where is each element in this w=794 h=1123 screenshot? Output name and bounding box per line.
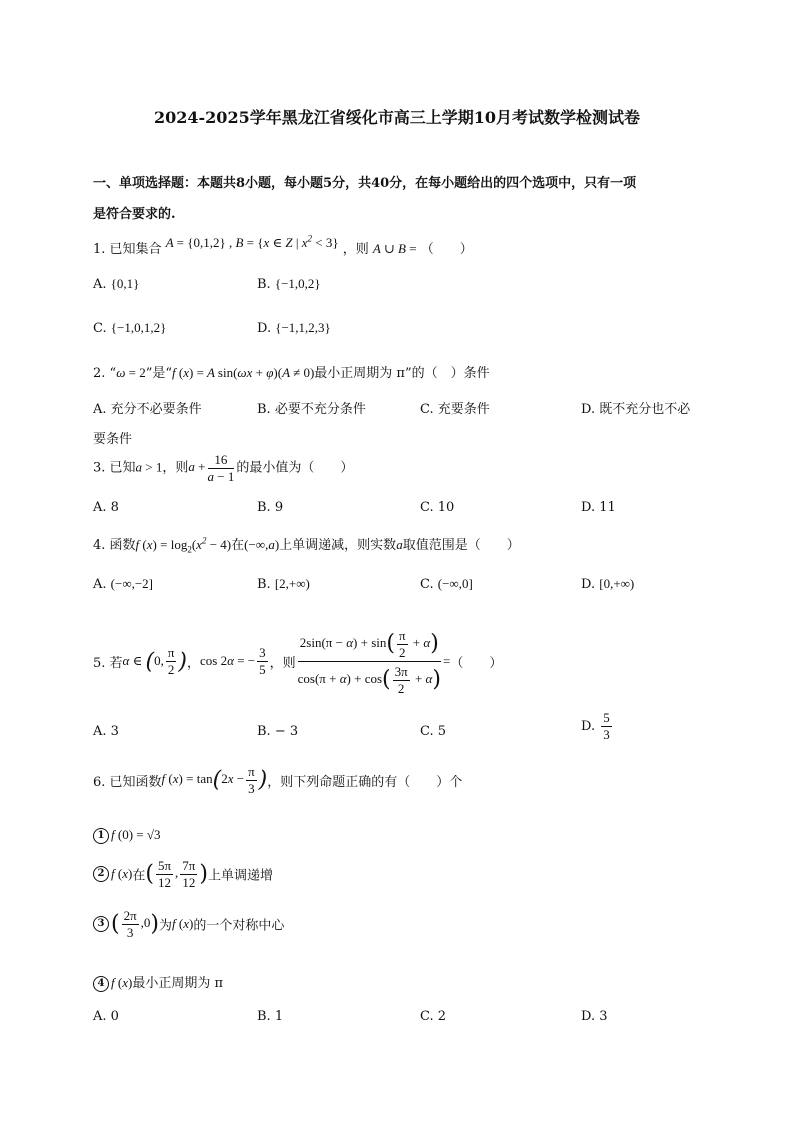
question-2-is: ”是“ bbox=[145, 366, 173, 381]
question-2-func: f (x) = A sin(ωx + φ)(A ≠ 0) bbox=[172, 365, 315, 380]
question-5-domain: α ∈ (0, $\frac{\pi}{2}$ ) bbox=[122, 645, 188, 678]
q3-option-d[interactable]: D. 11 bbox=[581, 500, 616, 515]
question-6-tail: ，则下列命题正确的有（ ）个 bbox=[267, 775, 463, 790]
statement-3: 3 ( $\frac{2\pi}{3}$ ,0)为f (x)的一个对称中心 bbox=[93, 908, 284, 941]
q1-option-b[interactable]: B. {−1,0,2} bbox=[257, 276, 321, 292]
statement-4: 4 f (x)最小正周期为 π bbox=[93, 972, 223, 992]
q5-option-b[interactable]: B. − 3 bbox=[257, 724, 299, 739]
question-3-mid: ，则 bbox=[162, 460, 189, 476]
question-4-tail: 上单调递减，则实数 bbox=[279, 538, 397, 553]
q3-option-b[interactable]: B. 9 bbox=[257, 500, 284, 515]
q1-option-c[interactable]: C. {−1,0,1,2} bbox=[93, 320, 167, 336]
statement-2: 2 f (x)在( $\frac{5\pi}{12}$ , $\frac{7\pi}{12}$ )上单调递增 bbox=[93, 858, 273, 891]
question-5-number: 5. 若 bbox=[93, 656, 123, 672]
question-1-mid: ，则 bbox=[342, 242, 369, 257]
question-4-var: a bbox=[396, 537, 403, 552]
question-5: 5. 若α ∈ (0, $\frac{\pi}{2}$ )，cos 2α = − $\frac{3}{5}$ ，则 2sin(π − α) + sin( $\frac{\pi}{2}$ + α) cos(π + α) + cos( $\frac{3\pi}{2}$ + α) =（ ） bbox=[93, 627, 503, 696]
question-2 bbox=[93, 362, 490, 381]
q2-option-d[interactable]: D. 既不充分也不必 bbox=[581, 402, 691, 417]
question-4-number: 4. 函数 bbox=[93, 538, 136, 553]
question-5-mid2: ，则 bbox=[269, 656, 296, 672]
question-4-tail2: 取值范围是（ ） bbox=[402, 538, 520, 553]
question-1 bbox=[93, 233, 473, 257]
question-1-sets: A = {0,1,2} , B = {x ∈ Z | $x^2 < 3$} bbox=[165, 233, 339, 250]
q3-option-c[interactable]: C. 10 bbox=[420, 500, 455, 515]
q5-option-a[interactable]: A. 3 bbox=[93, 724, 119, 739]
section-heading-line2: 是符合要求的. bbox=[93, 207, 176, 222]
question-3-cond: a > 1 bbox=[135, 459, 163, 475]
q6-option-a[interactable]: A. 0 bbox=[93, 1009, 119, 1024]
question-1-expr: A ∪ B = bbox=[372, 241, 417, 256]
q3-option-a[interactable]: A. 8 bbox=[93, 500, 119, 515]
question-4 bbox=[93, 534, 520, 555]
question-5-tail: （ ） bbox=[450, 656, 503, 672]
question-2-tail: 最小正周期为 π”的（ ）条件 bbox=[314, 366, 490, 381]
q5-option-c[interactable]: C. 5 bbox=[420, 724, 447, 739]
question-2-number: 2. “ bbox=[93, 366, 117, 381]
question-6 bbox=[93, 764, 462, 797]
q2-option-d-wrap: 要条件 bbox=[93, 432, 133, 447]
question-3-tail: 的最小值为（ ） bbox=[236, 460, 354, 476]
question-2-omega: ω = 2 bbox=[116, 365, 146, 380]
question-1-tail: （ ） bbox=[420, 242, 473, 257]
q4-option-b[interactable]: B. [2,+∞) bbox=[257, 576, 310, 592]
question-5-expr: 2sin(π − α) + sin( $\frac{\pi}{2}$ + α) cos(π + α) + cos( $\frac{3\pi}{2}$ + α) bbox=[297, 627, 441, 696]
question-1-number: 1. 已知集合 bbox=[93, 242, 162, 257]
page-title: 2024-2025学年黑龙江省绥化市高三上学期10月考试数学检测试卷 bbox=[154, 108, 640, 127]
circled-3-icon: 3 bbox=[93, 916, 109, 932]
q4-option-d[interactable]: D. [0,+∞) bbox=[581, 576, 635, 592]
question-4-mid: 在 bbox=[231, 538, 245, 553]
q2-option-c[interactable]: C. 充要条件 bbox=[420, 402, 490, 417]
q5-option-d[interactable]: D. $\frac{5}{3}$ bbox=[581, 710, 610, 742]
circled-4-icon: 4 bbox=[93, 976, 109, 992]
question-4-interval: (−∞,a) bbox=[244, 537, 280, 552]
q1-option-a[interactable]: A. {0,1} bbox=[93, 276, 140, 292]
q4-option-a[interactable]: A. (−∞,−2] bbox=[93, 576, 154, 592]
statement-1: 1 f (0) = √3 bbox=[93, 827, 161, 844]
q4-option-c[interactable]: C. (−∞,0] bbox=[420, 576, 473, 592]
question-5-cond: cos 2α = − $\frac{3}{5}$ bbox=[200, 645, 266, 678]
question-6-number: 6. 已知函数 bbox=[93, 775, 162, 790]
q6-option-c[interactable]: C. 2 bbox=[420, 1009, 447, 1024]
circled-2-icon: 2 bbox=[93, 866, 109, 882]
question-3 bbox=[93, 452, 353, 485]
question-5-mid: ， bbox=[187, 656, 201, 672]
question-4-func: f $(x) = \log_2(x^2 - 4)$ bbox=[135, 535, 232, 555]
q1-option-d[interactable]: D. {−1,1,2,3} bbox=[257, 320, 331, 336]
question-3-expr: a + $\frac{16}{a - 1}$ bbox=[188, 452, 235, 484]
question-6-func: f (x) = tan(2x − $\frac{\pi}{3}$ ) bbox=[161, 764, 268, 796]
question-3-number: 3. 已知 bbox=[93, 460, 136, 476]
q6-option-b[interactable]: B. 1 bbox=[257, 1009, 284, 1024]
q6-option-d[interactable]: D. 3 bbox=[581, 1009, 608, 1024]
circled-1-icon: 1 bbox=[93, 828, 109, 844]
section-heading-line1: 一、单项选择题：本题共8小题，每小题5分，共40分，在每小题给出的四个选项中，只有一项 bbox=[93, 176, 637, 191]
q2-option-b[interactable]: B. 必要不充分条件 bbox=[257, 402, 366, 417]
q2-option-a[interactable]: A. 充分不必要条件 bbox=[93, 402, 202, 417]
